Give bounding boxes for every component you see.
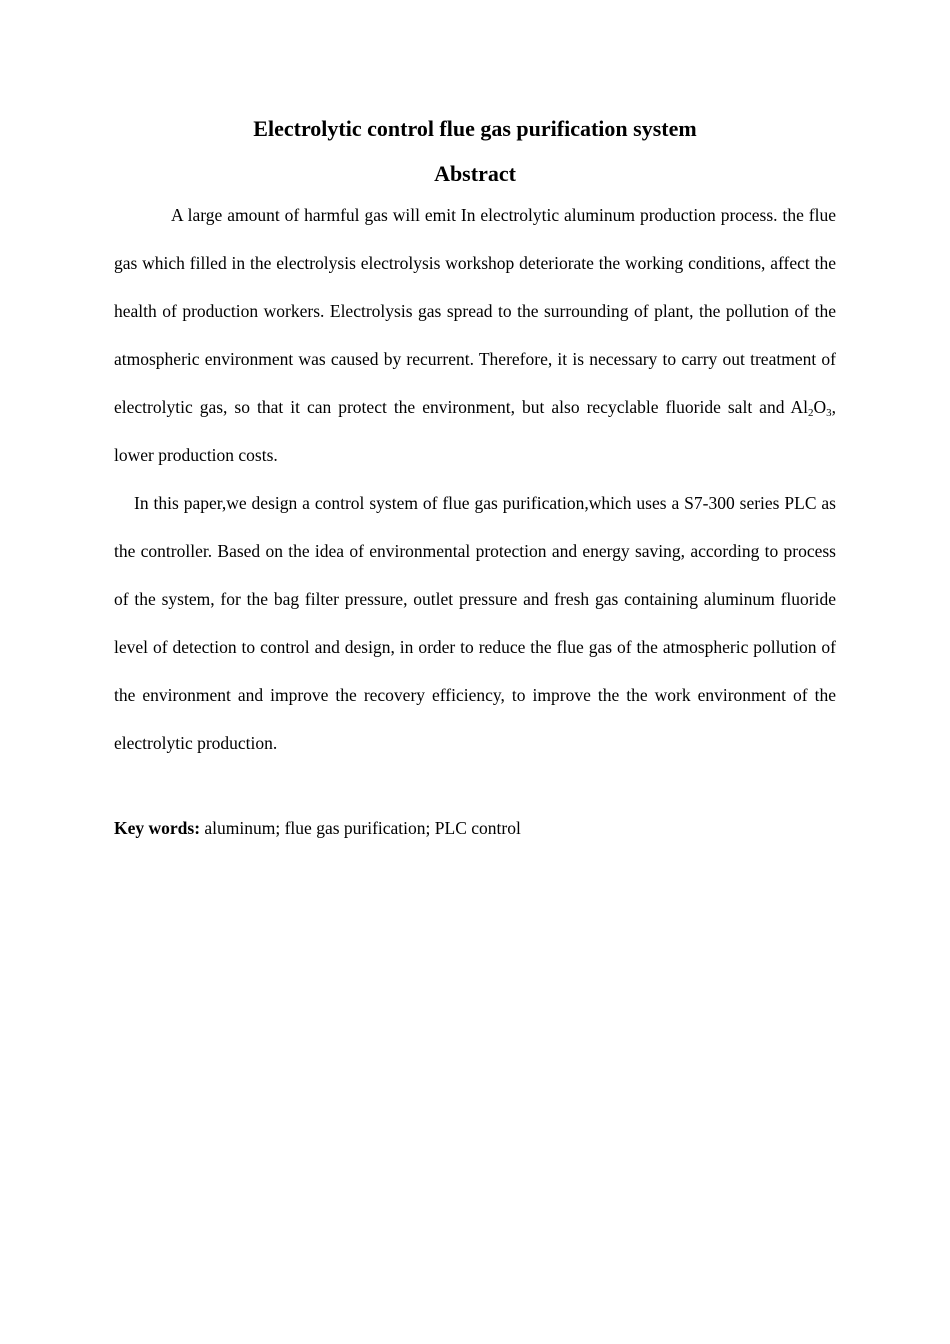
formula-al2o3: $Al_2O_3$ <box>790 397 832 419</box>
keywords-label: Key words: <box>114 818 201 838</box>
abstract-heading: Abstract <box>434 161 516 186</box>
document-title: Electrolytic control flue gas purification system <box>253 116 697 141</box>
paragraph-1-text: A large amount of harmful gas will emit In electrolytic aluminum production process. the flue gas which filled in the electrolysis electrolysis workshop deteriorate the working conditions, affect the health of production workers. Electrolysis gas spread to the surrounding of plant, the pollution of the atmospheric environment was caused by recurrent. Therefore, it is necessary to carry out treatment of electrolytic gas, so that it can protect the environment, but also recyclable fluoride salt and <box>114 205 836 417</box>
keywords-line <box>114 804 836 852</box>
abstract-paragraph-1 <box>114 191 836 479</box>
abstract-paragraph-2: In this paper,we design a control system of flue gas purification,which uses a S7-300 series PLC as the controller. Based on the idea of environmental protection and energy saving, according to process of the system, for the bag filter pressure, outlet pressure and fresh gas containing aluminum fluoride level of detection to control and design, in order to reduce the flue gas of the atmospheric pollution of the environment and improve the recovery efficiency, to improve the the work environment of the electrolytic production. <box>114 493 836 753</box>
document-page <box>114 112 836 870</box>
keywords-value: aluminum; flue gas purification; PLC control <box>204 818 521 838</box>
paragraph-1-tail: , lower production costs. <box>114 397 836 465</box>
